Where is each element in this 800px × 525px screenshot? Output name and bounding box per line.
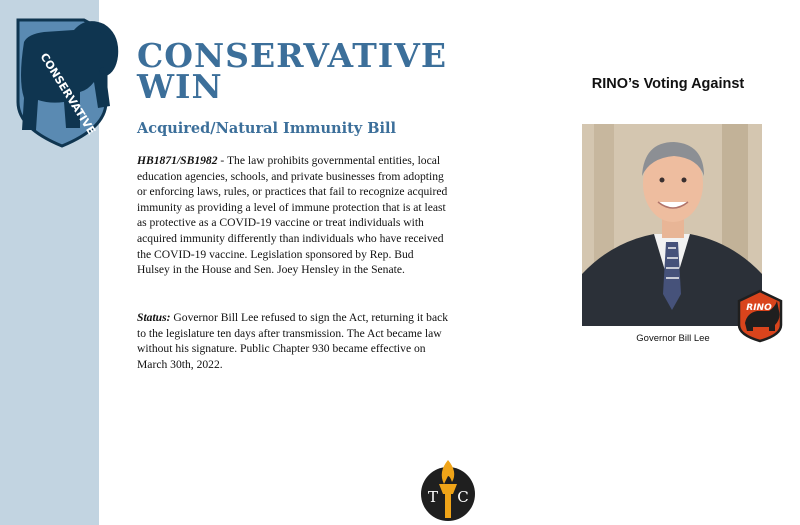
torch-icon (420, 458, 476, 522)
footer-logo (420, 458, 476, 522)
rino-badge-text: RINO (746, 303, 772, 313)
elephant-icon (14, 10, 124, 150)
headline-line-2: WIN (137, 67, 223, 106)
page-headline (137, 36, 447, 106)
footer-logo-right: C (457, 488, 469, 506)
photo-caption: Governor Bill Lee (636, 333, 710, 344)
bill-status (137, 310, 449, 372)
footer-logo-left: T (427, 488, 439, 506)
bill-title: Acquired/Natural Immunity Bill (137, 120, 397, 137)
headline-line-1: CONSERVATIVE (137, 36, 447, 75)
conservative-badge (14, 10, 124, 150)
status-text: Governor Bill Lee refused to sign the Act, returning it back to the legislature ten days after transmission. The Act became law without his signature. Public Chapter 930 became effective on March 30th, 2022. (137, 311, 449, 371)
status-label: Status: (137, 311, 171, 324)
badge-text: CONSERVATIVE (37, 50, 99, 137)
bill-number: HB1871/SB1982 (137, 154, 218, 167)
bill-description (137, 153, 449, 278)
rino-section-title: RINO’s Voting Against (591, 76, 745, 92)
bill-description-text: - The law prohibits governmental entities, local education agencies, schools, and private businesses from adopting or enforcing laws, rules, or practices that fail to recognize acquired immunity as providing a level of immune protection that is at least as protective as a COVID-19 vaccine or treat individuals with acquired immunity differently than individuals who have received the COVID-19 vaccine. Legislation sponsored by Rep. Bud Hulsey in the House and Sen. Joey Hensley in the Senate. (137, 154, 448, 277)
